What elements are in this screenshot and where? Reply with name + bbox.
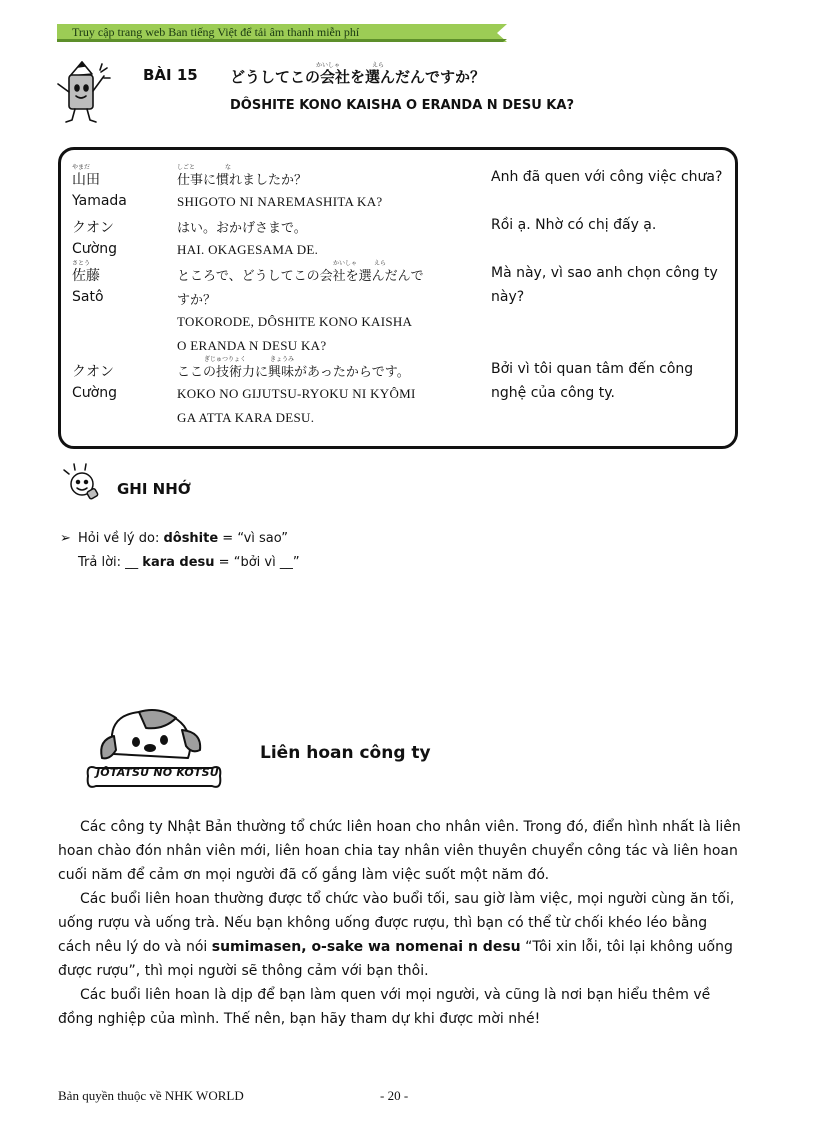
- japanese-line: 仕事に慣れましたか？: [177, 173, 308, 188]
- footer-copyright: Bản quyền thuộc về NHK WORLD: [58, 1088, 244, 1103]
- speaker-name: Cường: [72, 385, 117, 401]
- speaker-name: Yamada: [72, 193, 127, 209]
- speaker-name: 佐藤: [72, 268, 100, 284]
- romaji-line: GA ATTA KARA DESU.: [177, 410, 315, 425]
- memo-line-question: [78, 531, 288, 546]
- footer-page-number: - 20 -: [380, 1088, 409, 1103]
- speaker-ruby: さとう: [72, 260, 91, 267]
- japanese-ruby: えら: [374, 260, 387, 267]
- japanese-ruby: かいしゃ: [333, 260, 358, 267]
- bullet-arrow-icon: ➢: [60, 531, 71, 546]
- vietnamese-line: Rồi ạ. Nhờ có chị đấy ạ.: [491, 217, 657, 233]
- romaji-line: TOKORODE, DÔSHITE KONO KAISHA: [177, 314, 413, 329]
- speaker-name: クオン: [72, 220, 114, 236]
- paragraph-line: hoan chào đón nhân viên mới, liên hoan chia tay nhân viên thuyên chuyển công tác và liên hoan: [58, 843, 738, 859]
- paragraph-line: uống rượu và uống trà. Nếu bạn không uống được rượu, thì bạn có thể từ chối khéo léo bằng: [58, 915, 708, 931]
- title-ruby-kaisha: かいしゃ: [316, 62, 341, 69]
- speaker-ruby: やまだ: [72, 164, 91, 171]
- paragraph-phrase: sumimasen, o-sake wa nomenai n desu: [211, 939, 521, 955]
- speaker-name: 山田: [72, 172, 100, 188]
- tips-badge-label: JÔTATSU NO KOTSU: [96, 766, 219, 779]
- paragraph-line: Các buổi liên hoan là dịp để bạn làm quen với mọi người, và cũng là nơi bạn hiểu thêm về: [80, 987, 711, 1003]
- japanese-ruby: ぎじゅつりょく: [204, 356, 247, 363]
- vietnamese-line: Bởi vì tôi quan tâm đến công: [491, 361, 694, 377]
- title-ruby-erabu: えら: [372, 62, 385, 69]
- memo-title: GHI NHỚ: [117, 480, 191, 498]
- paragraph-line: đồng nghiệp của mình. Thế nên, bạn hãy tham dự khi được mời nhé!: [58, 1011, 541, 1027]
- paragraph-line: cuối năm để cảm ơn mọi người đã cố gắng làm việc suốt một năm đó.: [58, 867, 550, 883]
- lesson-number: BÀI 15: [143, 66, 198, 84]
- memo-text: = “vì sao”: [218, 531, 289, 546]
- lesson-title-japanese: どうしてこの会社を選んだんですか？: [230, 68, 486, 86]
- tips-paragraph-1: [58, 815, 770, 887]
- memo-keyword: dôshite: [163, 531, 219, 546]
- japanese-line: ところで、どうしてこの会社を選んだんで: [177, 269, 424, 284]
- memo-line-answer: [78, 555, 300, 570]
- vietnamese-line: này?: [491, 289, 525, 305]
- japanese-line: ここの技術力に興味があったからです。: [177, 365, 410, 380]
- tips-title: Liên hoan công ty: [260, 743, 431, 763]
- memo-text: Trả lời: __: [78, 555, 143, 570]
- memo-text: Hỏi về lý do:: [78, 531, 164, 546]
- japanese-line: すか？: [177, 293, 217, 308]
- paragraph-line: [58, 935, 770, 959]
- paragraph-line: Các buổi liên hoan thường được tổ chức vào buổi tối, sau giờ làm việc, mọi người cùng ăn tối,: [80, 891, 735, 907]
- lesson-title-romaji: DÔSHITE KONO KAISHA O ERANDA N DESU KA?: [230, 98, 574, 113]
- memo-text: = “bởi vì __”: [214, 555, 300, 570]
- speaker-name: クオン: [72, 364, 114, 380]
- romaji-line: O ERANDA N DESU KA?: [177, 338, 327, 353]
- japanese-ruby: な: [225, 164, 232, 171]
- paragraph-text: cách nêu lý do và nói: [58, 939, 212, 955]
- vietnamese-line: Mà này, vì sao anh chọn công ty: [491, 265, 718, 281]
- paragraph-line: được rượu”, thì mọi người sẽ thông cảm với bạn thôi.: [58, 963, 429, 979]
- japanese-line: はい。おかげさまで。: [177, 221, 307, 236]
- dog-mascot-icon: [84, 706, 224, 798]
- romaji-line: SHIGOTO NI NAREMASHITA KA?: [177, 194, 383, 209]
- japanese-ruby: しごと: [177, 164, 196, 171]
- paragraph-text: “Tôi xin lỗi, tôi lại không uống: [520, 939, 733, 955]
- speaker-name: Satô: [72, 289, 104, 305]
- tips-paragraph-3: [58, 983, 770, 1031]
- lightbulb-icon: [60, 462, 104, 502]
- vietnamese-line: nghệ của công ty.: [491, 385, 615, 401]
- memo-bullet: [60, 531, 71, 546]
- banner-text[interactable]: Truy cập trang web Ban tiếng Việt để tải âm thanh miễn phí: [72, 25, 360, 39]
- tips-paragraph-2: [58, 887, 770, 983]
- speaker-name: Cường: [72, 241, 117, 257]
- dialogue-box: [58, 147, 738, 449]
- romaji-line: KOKO NO GIJUTSU-RYOKU NI KYÔMI: [177, 386, 416, 401]
- romaji-line: HAI. OKAGESAMA DE.: [177, 242, 319, 257]
- japanese-ruby: きょうみ: [270, 356, 295, 363]
- memo-keyword: kara desu: [142, 555, 215, 570]
- pencil-mascot-icon: [52, 58, 120, 126]
- paragraph-line: Các công ty Nhật Bản thường tổ chức liên hoan cho nhân viên. Trong đó, điển hình nhất là liên: [80, 819, 741, 835]
- vietnamese-line: Anh đã quen với công việc chưa?: [491, 169, 723, 185]
